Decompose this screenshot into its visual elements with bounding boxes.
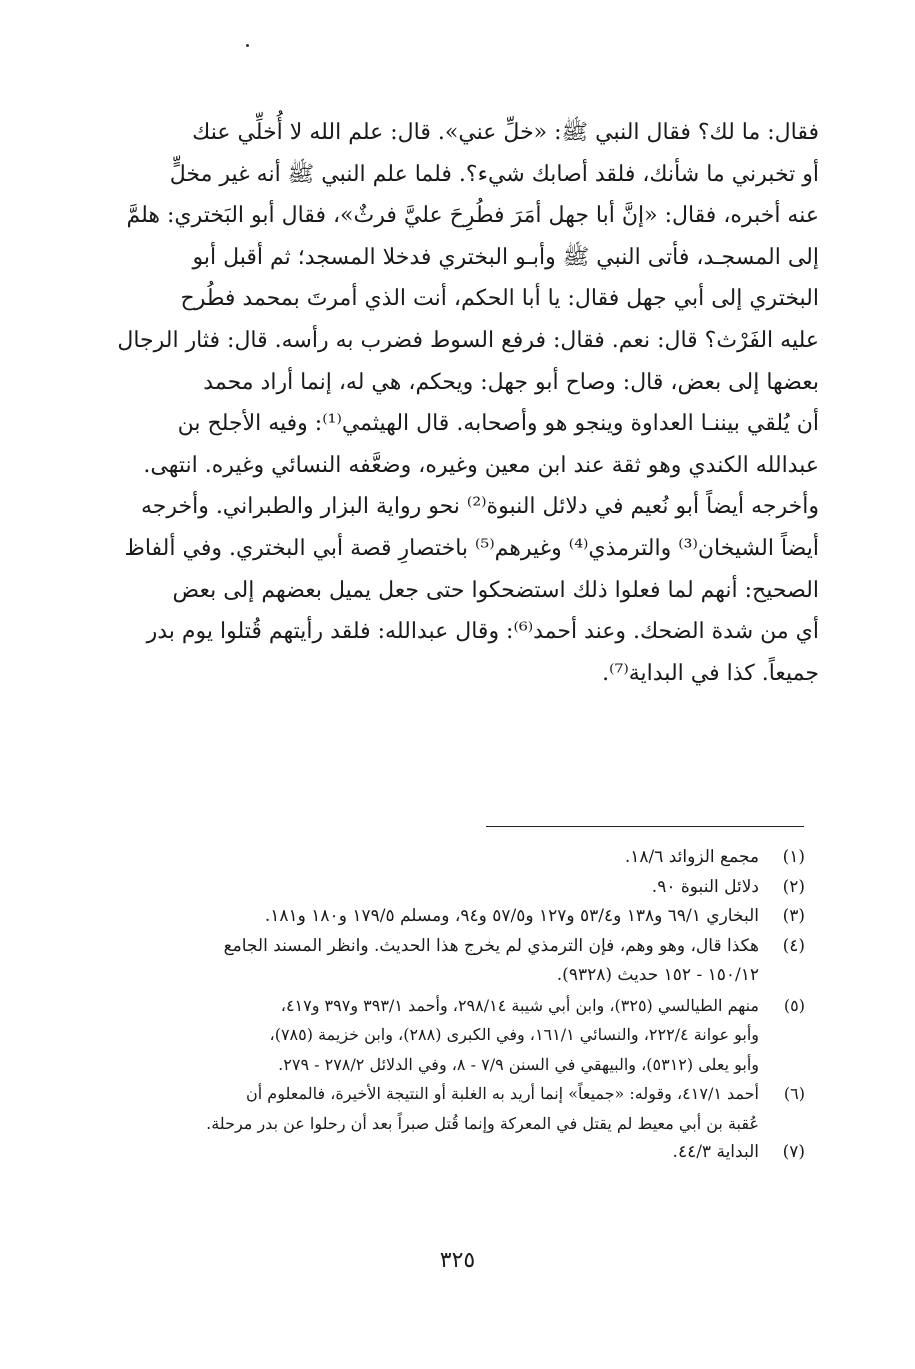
footnote-text: وأبو يعلى (٥٣١٢)، والبيهقي في السنن ٧/٩ - ٨، وفي الدلائل ٢٧٨/٢ - ٢٧٩. [278,1054,759,1074]
footnote-divider [486,826,804,827]
main-text-line: فقال: ما لك؟ فقال النبي ﷺ: «خلِّ عني». قال: علم الله لا أُخلِّي عنك [192,120,819,145]
main-text-block [109,112,819,694]
footnote-text: وأبو عوانة ٢٢٢/٤، والنسائي ١٦١/١، وفي الكبرى (٢٨٨)، وابن خزيمة (٧٨٥)، [269,1025,759,1044]
footnote-number: (٢) [782,876,805,897]
footnote-number: (٦) [783,1084,805,1103]
footnote-text: البداية ٤٤/٣. [672,1142,759,1162]
page-number: ٣٢٥ [439,1248,476,1273]
main-text-line: أي من شدة الضحك. وعند أحمد⁽⁶⁾: وقال عبدالله: فلقد رأيتهم قُتلوا يوم بدر [146,619,819,645]
footnote-number: (١) [782,847,805,867]
main-text-line: وأخرجه أيضاً أبو نُعيم في دلائل النبوة⁽²⁾ نحو رواية البزار والطبراني. وأخرجه [140,494,819,520]
footnote-text: عُقبة بن أبي معيط لم يقتل في المعركة وإنما قُتل صبراً بعد أن رحلوا عن بدر مرحلة. [206,1113,759,1133]
footnote-number: (٧) [782,1142,805,1162]
footnote-text: منهم الطيالسي (٣٢٥)، وابن أبي شيبة ٢٩٨/١٤، وأحمد ٣٩٣/١ و٣٩٧ و٤١٧، [280,995,759,1015]
footnote-4 [115,932,805,991]
main-text-line: أن يُلقي بيننـا العداوة وينجو هو وأصحابه. قال الهيثمي⁽¹⁾: وفيه الأجلح بن [177,411,819,437]
main-text-line: بعضها إلى بعض، قال: وصاح أبو جهل: ويحكم، هي له، إنما أراد محمد [203,369,819,395]
footnote-1 [115,843,805,873]
main-text-line: أو تخبرني ما شأنك، فلقد أصابك شيء؟. فلما علم النبي ﷺ أنه غير مخلٍّ [169,161,819,187]
footnote-5 [115,991,805,1080]
main-text-line: الصحيح: أنهم لما فعلوا ذلك استضحكوا حتى جعل يميل بعضهم إلى بعض [172,577,819,603]
footnote-text: مجمع الزوائد ١٨/٦. [624,847,759,867]
main-text-line: إلى المسجـد، فأتى النبي ﷺ وأبـو البختري فدخلا المسجد؛ ثم أقبل أبو [192,244,819,270]
main-text-line: جميعاً. كذا في البداية⁽⁷⁾. [602,660,819,686]
footnote-text: ١٥٠/١٢ - ١٥٢ حديث (٩٣٢٨). [556,965,759,985]
footnote-text: أحمد ٤١٧/١، وقوله: «جميعاً» إنما أريد به الغلبة أو النتيجة الأخيرة، فالمعلوم أن [246,1084,759,1103]
footnote-7 [115,1138,805,1168]
footnote-text: البخاري ٦٩/١ و١٣٨ و٥٣/٤ و١٢٧ و٥٧/٥ و٩٤، ومسلم ١٧٩/٥ و١٨٠ و١٨١. [264,906,759,926]
main-text-line: عليه الفَرْث؟ قال: نعم. فقال: فرفع السوط فضرب به رأسه. قال: فثار الرجال [117,327,819,353]
main-text-line: عبدالله الكندي وهو ثقة عند ابن معين وغيره، وضعَّفه النسائي وغيره. انتهى. [143,452,819,478]
main-text-line: البختري إلى أبي جهل فقال: يا أبا الحكم، أنت الذي أمرتَ بمحمد فطُرح [180,286,819,312]
footnotes-block [115,843,805,1168]
main-text-line: أيضاً الشيخان⁽³⁾ والترمذي⁽⁴⁾ وغيرهم⁽⁵⁾ باختصارِ قصة أبي البختري. وفي ألفاظ [124,535,819,561]
footnote-number: (٥) [783,995,805,1015]
footnote-number: (٣) [782,906,805,926]
footnote-2 [115,873,805,903]
footnote-6 [115,1079,805,1138]
footnote-3 [115,902,805,932]
footnote-number: (٤) [782,935,805,956]
footnote-text: دلائل النبوة ٩٠. [651,876,759,897]
footnote-text: هكذا قال، وهو وهم، فإن الترمذي لم يخرج هذا الحديث. وانظر المسند الجامع [223,935,759,956]
ink-speck [246,44,249,47]
main-text-line: عنه أخبره، فقال: «إنَّ أبا جهل أمَرَ فطُرِحَ عليَّ فرثٌ»، فقال أبو البَختري: هلمَّ [126,203,819,229]
